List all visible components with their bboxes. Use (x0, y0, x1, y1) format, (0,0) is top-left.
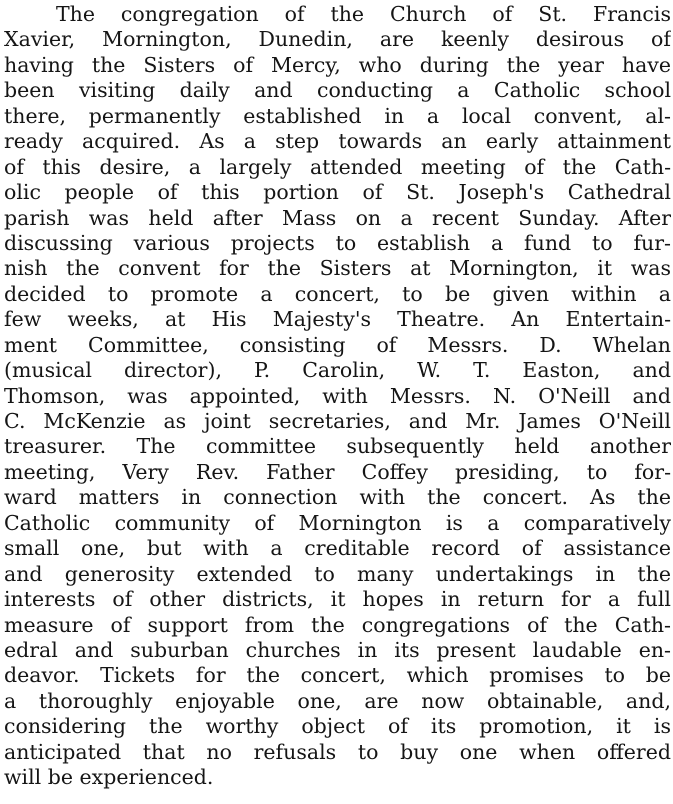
text-line: parish was held after Mass on a recent Sunday. After (4, 205, 671, 230)
text-line: small one, but with a creditable record of assistance (4, 536, 671, 561)
text-line: interests of other districts, it hopes in return for a full (4, 587, 671, 612)
text-line: treasurer. The committee subsequently held another (4, 434, 671, 459)
text-line: ward matters in connection with the concert. As the (4, 485, 671, 510)
text-line: been visiting daily and conducting a Catholic school (4, 78, 671, 103)
text-line: Xavier, Mornington, Dunedin, are keenly desirous of (4, 27, 671, 52)
text-line: there, permanently established in a local convent, al- (4, 103, 671, 128)
text-line: a thoroughly enjoyable one, are now obtainable, and, (4, 688, 671, 713)
text-line: ready acquired. As a step towards an early attainment (4, 129, 671, 154)
text-line: will be experienced. (4, 765, 214, 790)
text-line: anticipated that no refusals to buy one when offered (4, 739, 671, 764)
text-line: The congregation of the Church of St. Francis (56, 2, 671, 26)
text-line: (musical director), P. Carolin, W. T. Easton, and (4, 358, 671, 383)
text-line: C. McKenzie as joint secretaries, and Mr. James O'Neill (4, 409, 671, 433)
text-line: meeting, Very Rev. Father Coffey presiding, to for- (4, 459, 671, 484)
text-line: considering the worthy object of its promotion, it is (4, 714, 671, 739)
text-line: having the Sisters of Mercy, who during the year have (4, 52, 671, 77)
text-line: and generosity extended to many undertakings in the (4, 561, 671, 586)
text-line: measure of support from the congregations of the Cath- (4, 612, 671, 637)
text-line: deavor. Tickets for the concert, which promises to be (4, 663, 671, 688)
text-line: nish the convent for the Sisters at Mornington, it was (4, 256, 671, 281)
text-line: decided to promote a concert, to be given within a (4, 281, 671, 306)
text-line: ment Committee, consisting of Messrs. D. Whelan (4, 332, 671, 357)
text-line: discussing various projects to establish a fund to fur- (4, 230, 671, 255)
text-line: Catholic community of Mornington is a comparatively (4, 510, 671, 535)
text-line: of this desire, a largely attended meeting of the Cath- (4, 154, 671, 179)
text-line: olic people of this portion of St. Joseph's Cathedral (4, 180, 671, 205)
text-line: edral and suburban churches in its present laudable en- (4, 637, 671, 662)
text-line: few weeks, at His Majesty's Theatre. An Entertain- (4, 307, 671, 332)
text-line: Thomson, was appointed, with Messrs. N. O'Neill and (4, 383, 671, 408)
